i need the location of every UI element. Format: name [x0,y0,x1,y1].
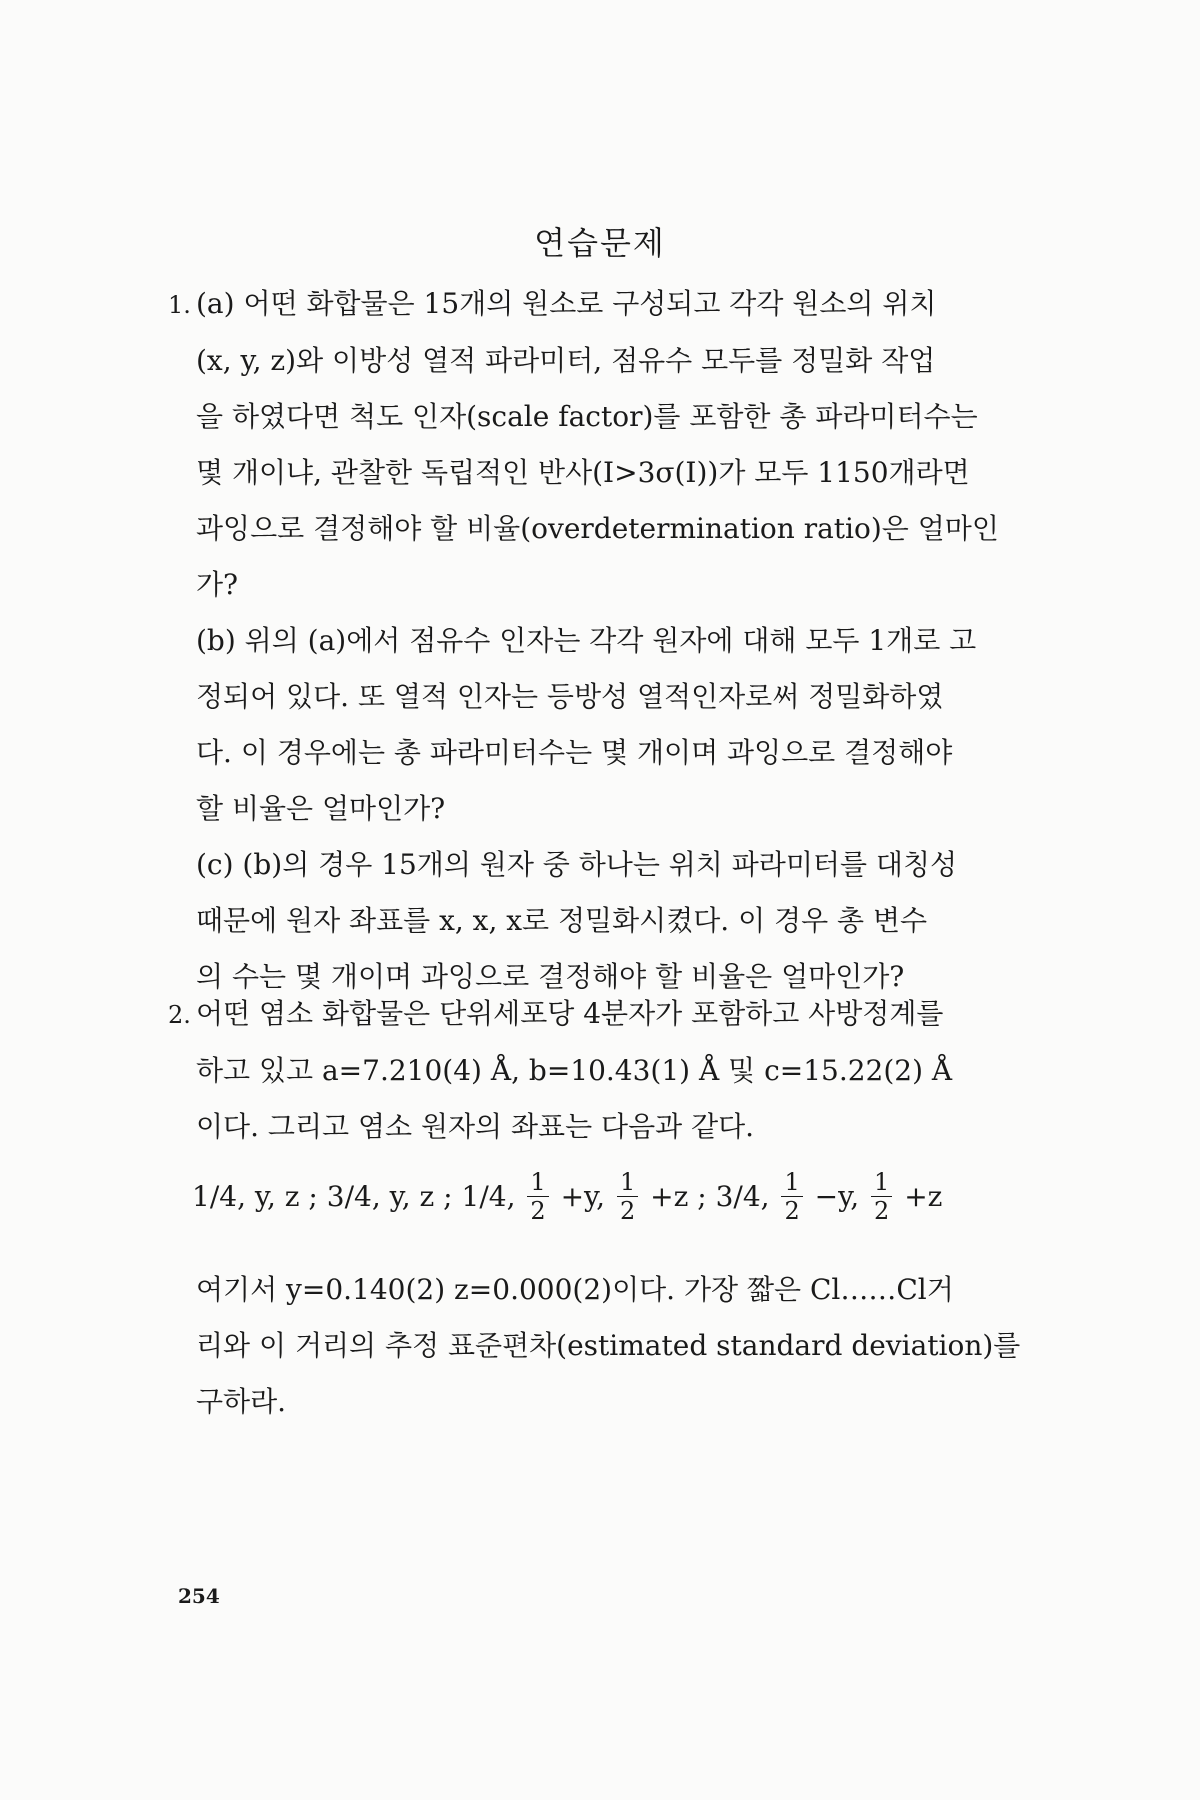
formula-text: +y, [560,1180,606,1213]
problem-1-line: (x, y, z)와 이방성 열적 파라미터, 점유수 모두를 정밀화 작업 [196,344,936,377]
problem-1c-line: (c) (b)의 경우 15개의 원자 중 하나는 위치 파라미터를 대칭성 [196,848,958,881]
fraction: $\frac{1}{2}$ [871,1168,892,1225]
problem-2-line: 하고 있고 a=7.210(4) Å, b=10.43(1) Å 및 c=15.22(2) Å [196,1054,953,1087]
problem-2 [168,986,1048,1155]
problem-2-number: 2. [168,1001,191,1029]
problem-2-line: 2. 어떤 염소 화합물은 단위세포당 4분자가 포함하고 사방정계를 [168,986,1048,1043]
problem-1-line: 과잉으로 결정해야 할 비율(overdetermination ratio)은 얼마인 [196,512,999,545]
problem-2-line: 여기서 y=0.140(2) z=0.000(2)이다. 가장 짧은 Cl……Cl거 [196,1273,954,1306]
problem-2-line: 구하라. [196,1385,287,1418]
problem-1-line: 몇 개이냐, 관찰한 독립적인 반사(I>3σ(I))가 모두 1150개라면 [196,456,970,489]
problem-2-line: 이다. 그리고 염소 원자의 좌표는 다음과 같다. [196,1110,755,1143]
problem-2-continuation [168,1262,1048,1430]
problem-1b-line: 정되어 있다. 또 열적 인자는 등방성 열적인자로써 정밀화하였 [196,680,944,713]
problem-1b-line: 다. 이 경우에는 총 파라미터수는 몇 개이며 과잉으로 결정해야 [196,736,953,769]
problem-1-line: 1. (a) 어떤 화합물은 15개의 원소로 구성되고 각각 원소의 위치 [168,276,1048,333]
formula-text: −y, [814,1180,860,1213]
problem-1-line: 을 하였다면 척도 인자(scale factor)를 포함한 총 파라미터수는 [196,400,978,433]
formula-text: +z ; 3/4, [650,1180,770,1213]
problem-1b-line: 할 비율은 얼마인가? [196,792,446,825]
problem-1-line: 가? [196,568,239,601]
problem-2-line: 리와 이 거리의 추정 표준편차(estimated standard deviation)를 [196,1329,1021,1362]
problem-1-number: 1. [168,291,191,319]
page-title: 연습문제 [534,224,666,262]
problem-1c-line: 의 수는 몇 개이며 과잉으로 결정해야 할 비율은 얼마인가? [196,960,905,993]
fraction: $\frac{1}{2}$ [617,1168,638,1225]
page-number: 254 [178,1584,220,1608]
problem-1b-line: (b) 위의 (a)에서 점유수 인자는 각각 원자에 대해 모두 1개로 고 [196,624,977,657]
fraction: $\frac{1}{2}$ [527,1168,548,1225]
formula-text: 1/4, y, z ; 3/4, y, z ; 1/4, [192,1180,516,1213]
coordinate-formula [192,1168,1052,1258]
problem-1 [168,276,1048,1005]
problem-1c-line: 때문에 원자 좌표를 x, x, x로 정밀화시켰다. 이 경우 총 변수 [196,904,928,937]
formula-text: +z [904,1180,943,1213]
fraction: $\frac{1}{2}$ [781,1168,802,1225]
